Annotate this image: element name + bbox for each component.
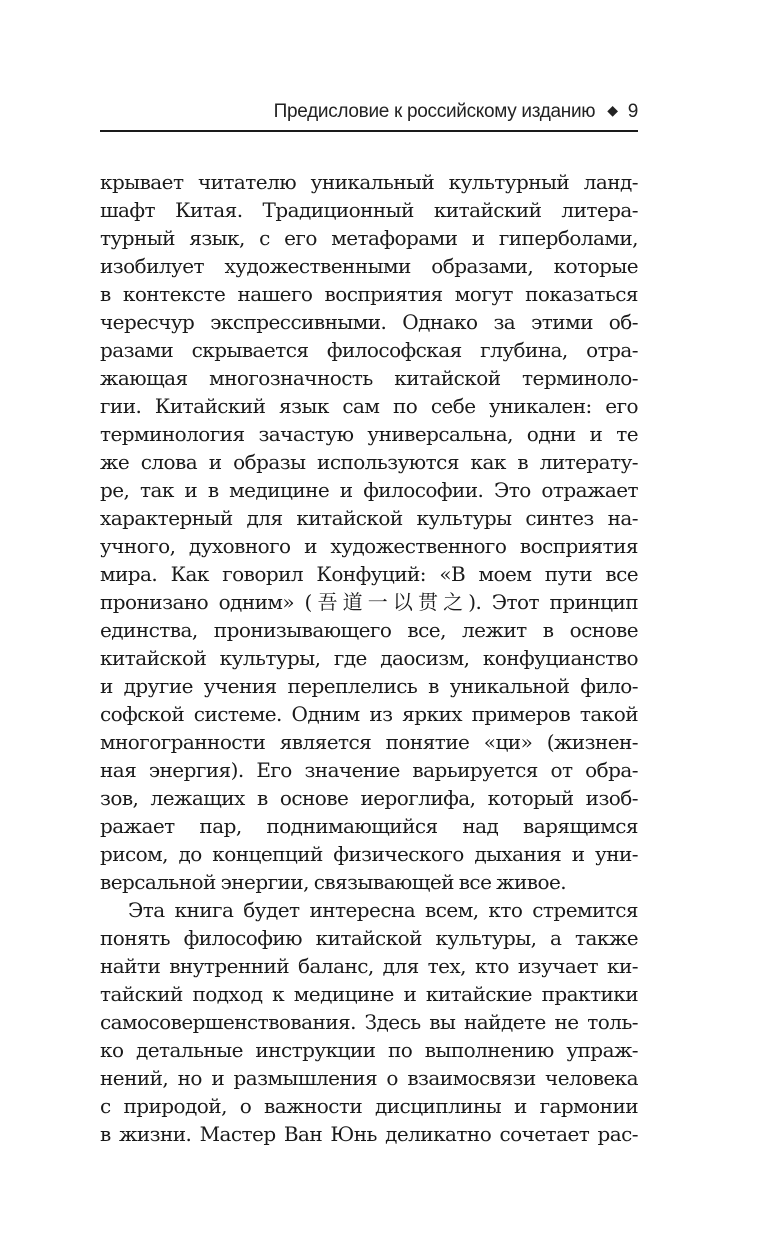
text-line: софской системе. Одним из ярких примеров такой <box>100 702 638 726</box>
diamond-separator-icon: ◆ <box>607 102 618 118</box>
text-line: изобилует художественными образами, которые <box>100 254 638 278</box>
text-line: мира. Как говорил Конфуций: «В моем пути все <box>100 562 638 586</box>
text-line: ре, так и в медицине и философии. Это отражает <box>100 478 638 502</box>
page-number: 9 <box>627 101 638 122</box>
text-line: китайской культуры, где даосизм, конфуцианство <box>100 646 638 670</box>
text-line: ная энергия). Его значение варьируется от обра- <box>100 758 638 782</box>
body-text <box>100 168 638 1148</box>
running-head <box>100 100 638 124</box>
text-line: учного, духовного и художественного восприятия <box>100 534 638 558</box>
text-line: нений, но и размышления о взаимосвязи человека <box>100 1066 638 1090</box>
text-line: характерный для китайской культуры синтез на- <box>100 506 638 530</box>
text-line: крывает читателю уникальный культурный ланд- <box>100 170 638 194</box>
text-line: многогранности является понятие «ци» (жизнен- <box>100 730 638 754</box>
text-line: рисом, до концепций физического дыхания и уни- <box>100 842 638 866</box>
text-line: чересчур экспрессивными. Однако за этими об- <box>100 310 638 334</box>
text-line: Эта книга будет интересна всем, кто стремится <box>128 898 638 922</box>
paragraph-1 <box>100 168 638 896</box>
text-line: с природой, о важности дисциплины и гармонии <box>100 1094 638 1118</box>
text-line: единства, пронизывающего все, лежит в основе <box>100 618 638 642</box>
text-line: зов, лежащих в основе иероглифа, который изоб- <box>100 786 638 810</box>
text-line: шафт Китая. Традиционный китайский литера- <box>100 198 638 222</box>
text-line: разами скрывается философская глубина, отра- <box>100 338 638 362</box>
text-line: самосовершенствования. Здесь вы найдете не толь- <box>100 1010 638 1034</box>
text-line: тайский подход к медицине и китайские практики <box>100 982 638 1006</box>
paragraph-2 <box>100 896 638 1148</box>
text-line: же слова и образы используются как в литерату- <box>100 450 638 474</box>
text-line: в контексте нашего восприятия могут показаться <box>100 282 638 306</box>
text-line: ко детальные инструкции по выполнению упраж- <box>100 1038 638 1062</box>
text-line: и другие учения переплелись в уникальной фило- <box>100 674 638 698</box>
text-line: понять философию китайской культуры, а также <box>100 926 638 950</box>
text-line: ражает пар, поднимающийся над варящимся <box>100 814 638 838</box>
section-title: Предисловие к российскому изданию <box>273 101 596 122</box>
text-line: версальной энергии, связывающей все живое. <box>100 870 567 894</box>
text-line: найти внутренний баланс, для тех, кто изучает ки- <box>100 954 638 978</box>
text-line: турный язык, с его метафорами и гиперболами, <box>100 226 638 250</box>
header-rule <box>100 130 638 132</box>
text-line: пронизано одним» (吾道一以贯之). Этот принцип <box>100 590 638 614</box>
text-line: гии. Китайский язык сам по себе уникален: его <box>100 394 638 418</box>
text-line: в жизни. Мастер Ван Юнь деликатно сочетает рас- <box>100 1122 638 1146</box>
text-line: жающая многозначность китайской терминоло- <box>100 366 638 390</box>
text-line: терминология зачастую универсальна, одни и те <box>100 422 638 446</box>
